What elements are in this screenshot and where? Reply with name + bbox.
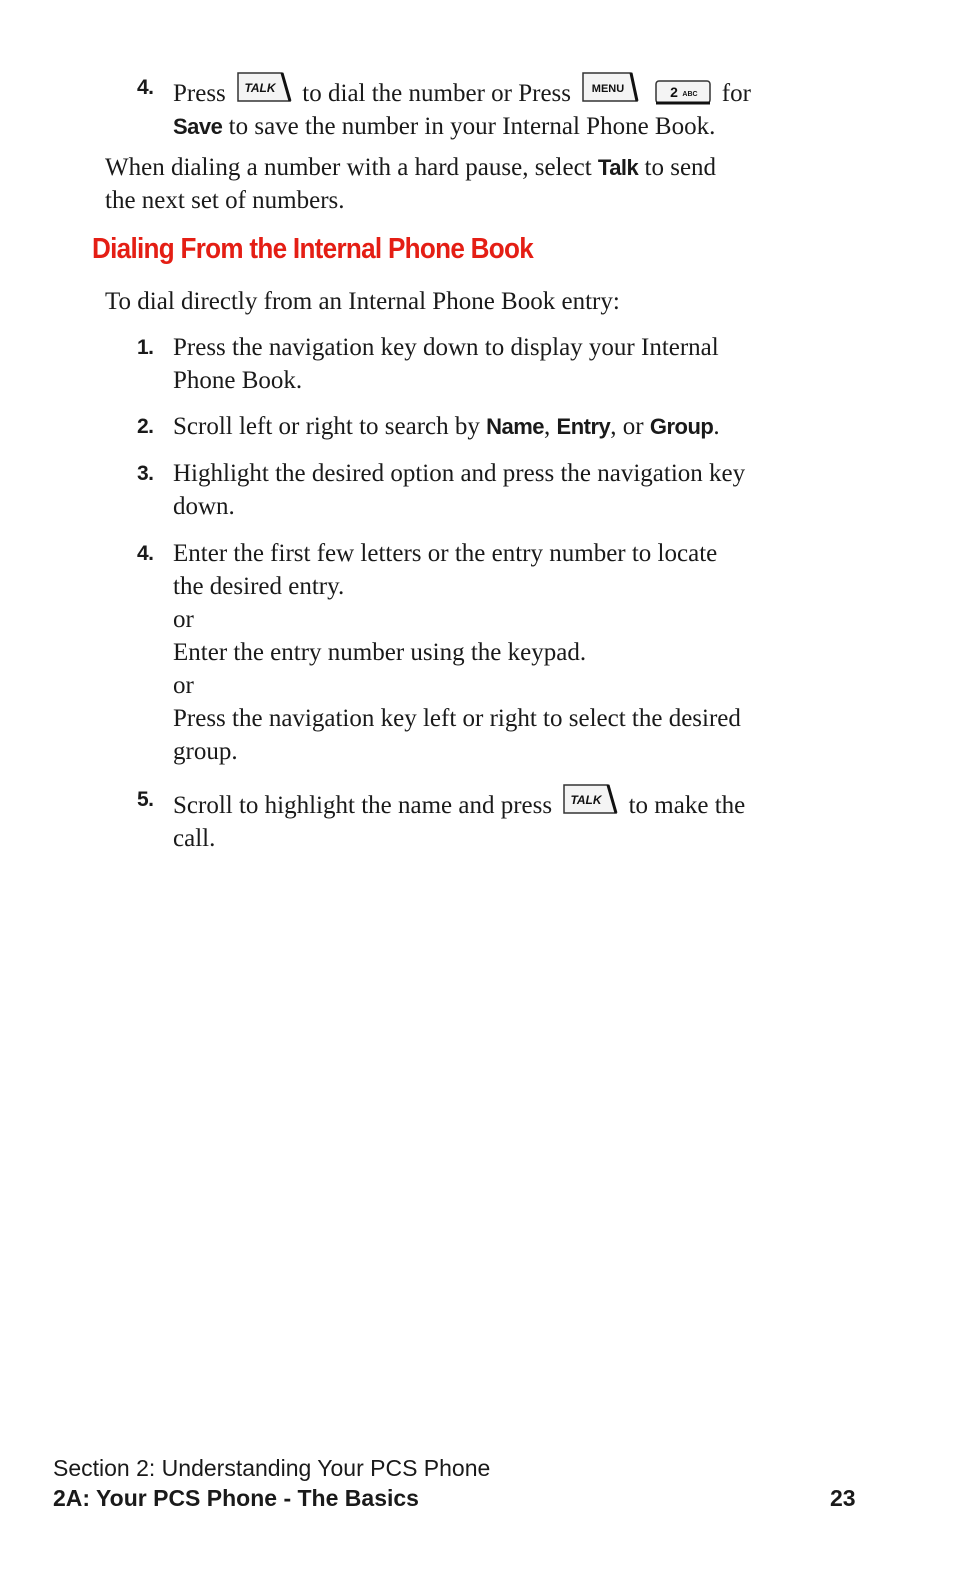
- two-abc-key-icon: [654, 79, 712, 107]
- step-number: 3.: [137, 462, 154, 485]
- svg-text:2: 2: [669, 84, 678, 100]
- paragraph-text: to send: [644, 154, 717, 181]
- section-heading: Dialing From the Internal Phone Book: [92, 233, 534, 265]
- step-text: Highlight the desired option and press the navigation key: [173, 460, 746, 487]
- step-text: the desired entry.: [173, 573, 345, 600]
- svg-text:ABC: ABC: [681, 91, 698, 98]
- name-label: Name: [486, 414, 545, 439]
- step-number: 1.: [137, 336, 154, 359]
- or-text: or: [173, 606, 194, 633]
- step-text: down.: [173, 493, 235, 520]
- step-text: group.: [173, 738, 238, 765]
- svg-text:MENU: MENU: [592, 83, 625, 95]
- talk-key-icon: [236, 71, 292, 107]
- group-label: Group: [649, 414, 714, 439]
- save-label: Save: [173, 114, 223, 139]
- hard-pause-paragraph: [105, 151, 805, 217]
- step-text: Press: [173, 80, 226, 107]
- svg-text:TALK: TALK: [244, 81, 276, 95]
- step-text: for: [721, 80, 751, 107]
- step-text: Enter the entry number using the keypad.: [173, 639, 587, 666]
- page-number: 23: [830, 1485, 856, 1511]
- step-number: 2.: [137, 415, 154, 438]
- step-text: to save the number in your Internal Phone Book.: [228, 113, 716, 140]
- step-text: Phone Book.: [173, 367, 303, 394]
- menu-key-icon: [581, 71, 639, 107]
- entry-label: Entry: [556, 414, 611, 439]
- step-text: to dial the number or Press: [302, 80, 571, 107]
- step-text: to make the: [628, 792, 746, 819]
- step-text: Scroll left or right to search by: [173, 413, 480, 440]
- step-text: ,: [544, 413, 551, 440]
- step-text: Press the navigation key down to display your Internal: [173, 334, 719, 361]
- svg-text:TALK: TALK: [570, 793, 602, 807]
- paragraph-text: the next set of numbers.: [105, 187, 345, 214]
- paragraph-text: When dialing a number with a hard pause, select: [105, 154, 592, 181]
- talk-key-icon: [562, 783, 618, 819]
- step-number: 4.: [137, 542, 154, 565]
- intro-paragraph: To dial directly from an Internal Phone Book entry:: [105, 288, 620, 315]
- step-number: 4.: [137, 76, 154, 99]
- footer-section: Section 2: Understanding Your PCS Phone: [53, 1455, 491, 1481]
- step-text: Press the navigation key left or right to select the desired: [173, 705, 741, 732]
- step-number: 5.: [137, 788, 154, 811]
- step-text: Enter the first few letters or the entry number to locate: [173, 540, 718, 567]
- talk-label: Talk: [597, 155, 639, 180]
- step-text: , or: [610, 413, 644, 440]
- step-text: Scroll to highlight the name and press: [173, 792, 553, 819]
- step-text: call.: [173, 825, 216, 852]
- or-text: or: [173, 672, 194, 699]
- footer-chapter: 2A: Your PCS Phone - The Basics: [53, 1485, 419, 1511]
- step-text: .: [713, 413, 720, 440]
